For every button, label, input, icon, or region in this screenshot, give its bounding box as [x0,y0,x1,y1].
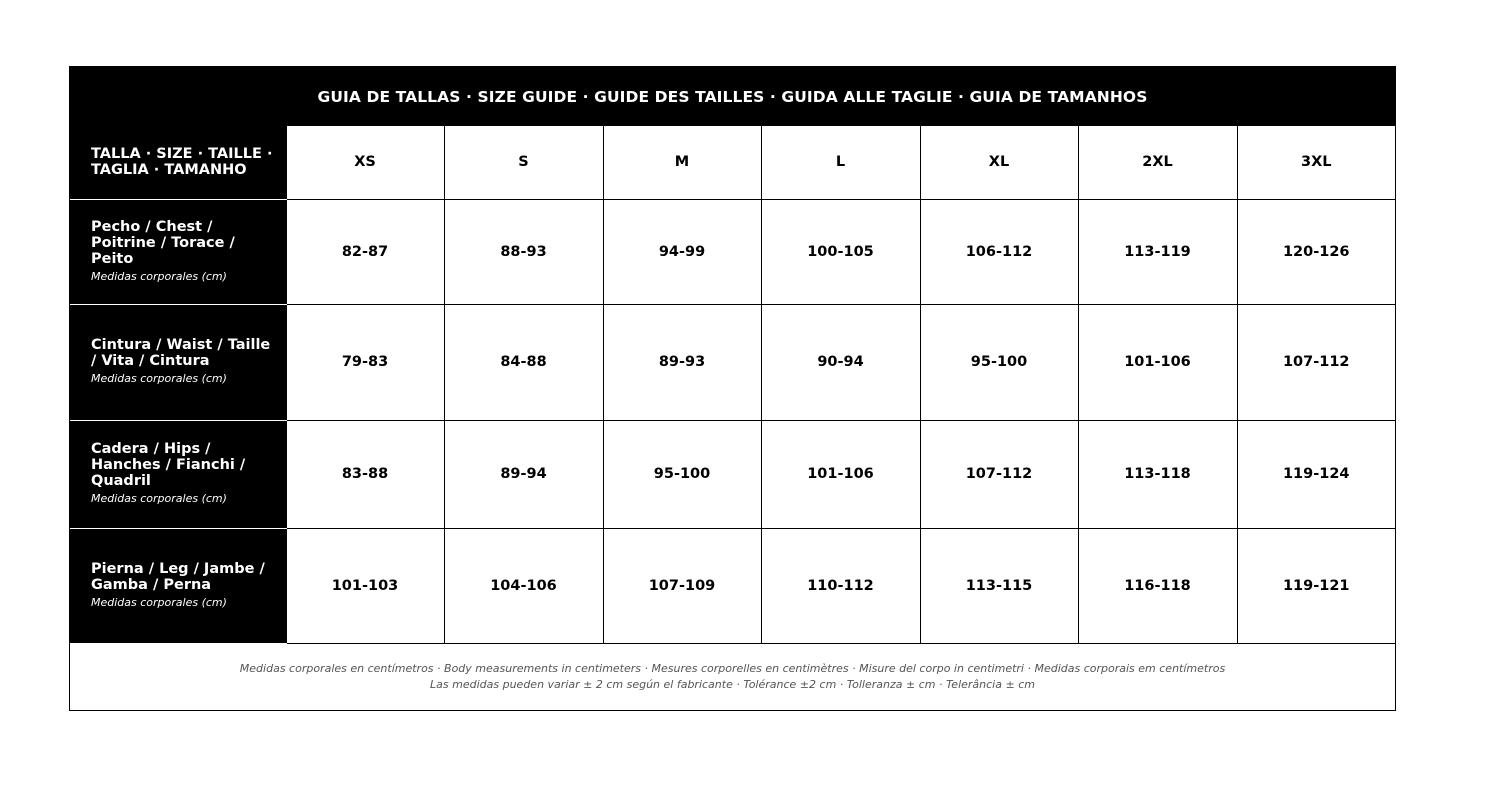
waist-label-line: Cintura / Waist / Taille [91,337,271,353]
hips-label-line: Quadril [91,473,151,489]
waist-value: 101-106 [1078,304,1237,420]
waist-label [70,304,286,420]
hips-value: 83-88 [286,420,444,528]
size-xl: XL [920,126,1078,199]
chest-value: 120-126 [1237,199,1395,304]
size-s: S [444,126,603,199]
hips-row [70,420,1395,528]
chest-value: 82-87 [286,199,444,304]
chest-value: 106-112 [920,199,1078,304]
size-guide-title: GUIA DE TALLAS · SIZE GUIDE · GUIDE DES TAILLES · GUIDA ALLE TAGLIE · GUIA DE TAMANHOS [70,67,1395,126]
size-guide-table [69,66,1396,711]
waist-note: Medidas corporales (cm) [91,372,227,385]
waist-row [70,304,1395,420]
chest-value: 113-119 [1078,199,1237,304]
waist-value: 107-112 [1237,304,1395,420]
hips-label-line: Cadera / Hips / [91,441,211,457]
waist-value: 90-94 [761,304,920,420]
size-3xl: 3XL [1237,126,1395,199]
chest-label [70,199,286,304]
leg-value: 107-109 [603,528,761,643]
size-2xl: 2XL [1078,126,1237,199]
leg-value: 116-118 [1078,528,1237,643]
leg-label [70,528,286,643]
hips-label-line: Hanches / Fianchi / [91,457,246,473]
footnote-line: Medidas corporales en centímetros · Body measurements in centimeters · Mesures corporelles en centimètres · Misure del corpo in centimetri · Medidas corporais em centímetros [239,661,1226,675]
hips-value: 119-124 [1237,420,1395,528]
size-header-label [70,126,286,199]
leg-value: 104-106 [444,528,603,643]
size-header-row [70,126,1395,199]
leg-value: 119-121 [1237,528,1395,643]
waist-label-line: / Vita / Cintura [91,353,210,369]
hips-value: 95-100 [603,420,761,528]
size-l: L [761,126,920,199]
chest-label-line: Pecho / Chest / [91,218,213,235]
chest-label-line: Poitrine / Torace / [91,234,235,251]
footnote-line: Las medidas pueden variar ± 2 cm según el fabricante · Tolérance ±2 cm · Tolleranza ± cm · Telerância ± cm [430,677,1035,691]
leg-label-line: Gamba / Perna [91,576,212,593]
hips-value: 113-118 [1078,420,1237,528]
chest-value: 94-99 [603,199,761,304]
size-grid [70,126,1395,644]
leg-value: 113-115 [920,528,1078,643]
leg-value: 101-103 [286,528,444,643]
waist-value: 89-93 [603,304,761,420]
leg-label-line: Pierna / Leg / Jambe / [91,560,265,577]
hips-value: 89-94 [444,420,603,528]
measurement-footnote [70,643,1395,710]
size-m: M [603,126,761,199]
chest-row [70,199,1395,304]
leg-row [70,528,1395,643]
hips-label [70,420,286,528]
size-header-label-line: TALLA · SIZE · TAILLE · [91,146,273,163]
hips-value: 107-112 [920,420,1078,528]
waist-value: 95-100 [920,304,1078,420]
chest-note: Medidas corporales (cm) [91,269,227,283]
waist-value: 84-88 [444,304,603,420]
leg-note: Medidas corporales (cm) [91,595,227,609]
chest-label-line: Peito [91,250,134,267]
chest-value: 100-105 [761,199,920,304]
size-header-label-line: TAGLIA · TAMANHO [91,162,247,179]
chest-value: 88-93 [444,199,603,304]
size-xs: XS [286,126,444,199]
waist-value: 79-83 [286,304,444,420]
leg-value: 110-112 [761,528,920,643]
hips-note: Medidas corporales (cm) [91,492,227,505]
hips-value: 101-106 [761,420,920,528]
